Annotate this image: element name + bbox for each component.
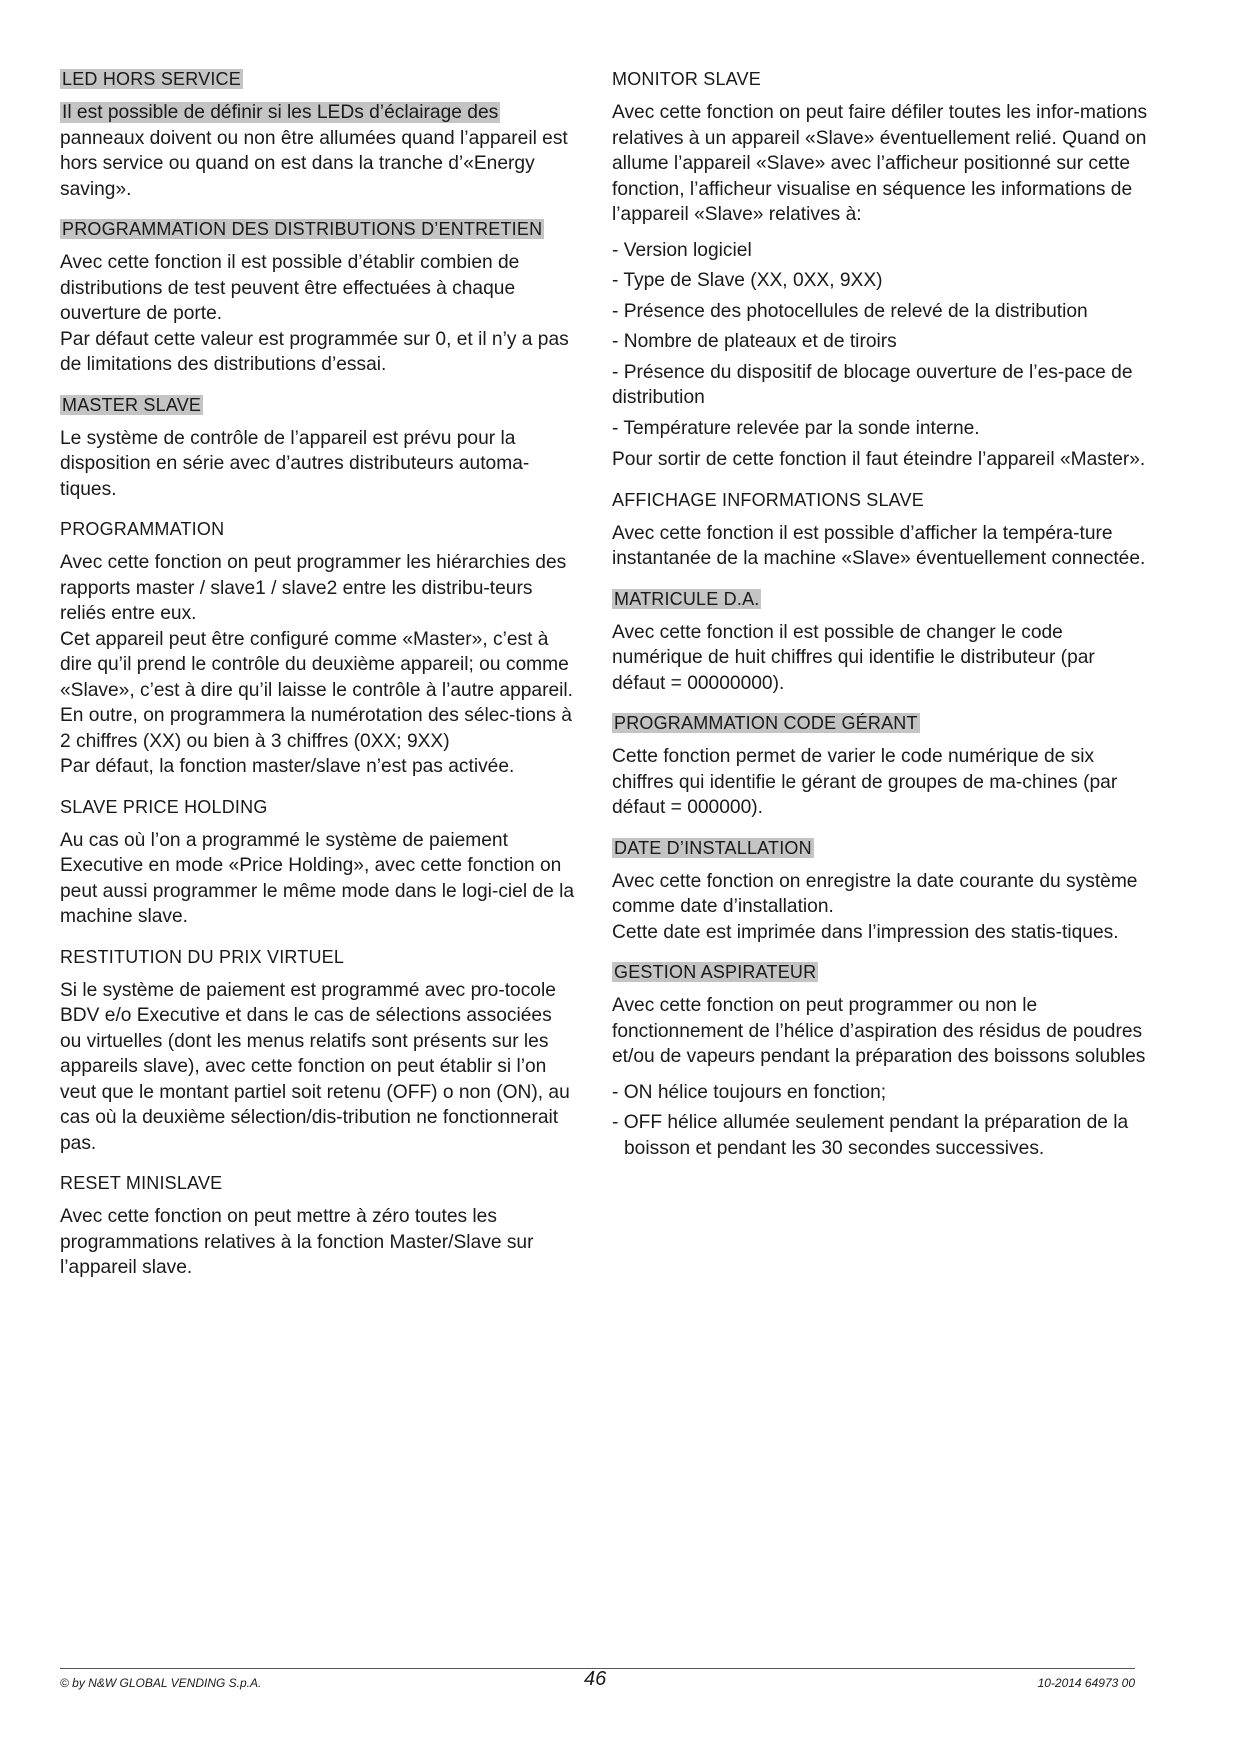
- section-gestion-aspirateur: [612, 959, 1152, 1161]
- paragraph: [60, 100, 578, 202]
- info-list: [612, 238, 1152, 442]
- heading-text: PROGRAMMATION CODE GÉRANT: [614, 713, 918, 733]
- footer-doc-code: 10-2014 64973 00: [1037, 1676, 1135, 1690]
- paragraph: Cette fonction permet de varier le code numérique de six chiffres qui identifie le gérant de groupes de ma-chines (par défaut = 000000).: [612, 746, 1118, 818]
- heading-text: GESTION ASPIRATEUR: [614, 962, 817, 982]
- paragraph: Par défaut, la fonction master/slave n’est pas activée.: [60, 756, 515, 777]
- section-heading: [612, 835, 1152, 861]
- paragraph: Pour sortir de cette fonction il faut éteindre l’appareil «Master».: [612, 449, 1146, 470]
- heading-text: LED HORS SERVICE: [62, 69, 241, 89]
- paragraph: Avec cette fonction on peut mettre à zéro toutes les programmations relatives à la fonction Master/Slave sur l’appareil slave.: [60, 1206, 534, 1278]
- paragraph: Le système de contrôle de l’appareil est prévu pour la disposition en série avec d’autres distributeurs automa-tiques.: [60, 427, 530, 500]
- paragraph: Avec cette fonction on enregistre la date courante du système comme date d’installation.: [612, 870, 1138, 917]
- section-heading: PROGRAMMATION: [60, 519, 225, 539]
- paragraph: Au cas où l’on a programmé le système de paiement Executive en mode «Price Holding», avec cette fonction on peut aussi programmer le même mode dans le logi-ciel de la machine slave.: [60, 829, 575, 927]
- section-heading: RESET MINISLAVE: [60, 1173, 223, 1193]
- section-affichage-informations: [612, 487, 1152, 572]
- heading-text: MASTER SLAVE: [62, 394, 202, 415]
- page-number: 46: [584, 1668, 607, 1690]
- paragraph: Cet appareil peut être configuré comme «Master», c’est à dire qu’il prend le contrôle du deuxième appareil; ou comme «Slave», c’est à dire qu’il laisse le contrôle à l’autre appareil.: [60, 628, 574, 701]
- heading-text: PROGRAMMATION DES DISTRIBUTIONS D’ENTRETIEN: [62, 219, 543, 239]
- list-item: - Présence du dispositif de blocage ouverture de l’es-pace de distribution: [612, 361, 1133, 408]
- section-reset-minislave: [60, 1170, 578, 1281]
- section-programmation: [60, 516, 578, 780]
- footer-copyright: © by N&W GLOBAL VENDING S.p.A.: [60, 1676, 262, 1690]
- section-heading: MONITOR SLAVE: [612, 69, 761, 89]
- list-item: - Type de Slave (XX, 0XX, 9XX): [612, 270, 883, 291]
- section-heading: [612, 586, 1152, 612]
- section-heading: RESTITUTION DU PRIX VIRTUEL: [60, 946, 345, 967]
- section-monitor-slave: [612, 66, 1152, 473]
- section-programmation-distributions: [60, 216, 578, 378]
- left-column: [60, 66, 578, 1295]
- paragraph: Avec cette fonction on peut faire défiler toutes les infor-mations relatives à un appareil «Slave» éventuellement relié. Quand on allume l’appareil «Slave» avec l’afficheur positionné sur cette fonction, l’afficheur visualise en séquence les informations de l’appareil «Slave» relatives à:: [612, 102, 1148, 225]
- list-item: - Nombre de plateaux et de tiroirs: [612, 331, 897, 352]
- list-item: - Version logiciel: [612, 239, 752, 261]
- section-date-installation: [612, 835, 1152, 946]
- paragraph: Avec cette fonction on peut programmer ou non le fonctionnement de l’hélice d’aspiration des résidus de poudres et/ou de vapeurs pendant la préparation des boissons solubles: [612, 995, 1146, 1067]
- paragraph: En outre, on programmera la numérotation des sélec-tions à 2 chiffres (XX) ou bien à 3 chiffres (0XX; 9XX): [60, 705, 572, 752]
- section-restitution-prix: [60, 944, 578, 1157]
- list-item: - OFF hélice allumée seulement pendant la préparation de la boisson et pendant les 30 secondes successives.: [612, 1112, 1129, 1159]
- section-matricule: [612, 586, 1152, 697]
- highlighted-text: Il est possible de définir si les LEDs d’éclairage des: [62, 102, 499, 123]
- section-heading: [60, 216, 578, 242]
- section-master-slave: [60, 392, 578, 503]
- paragraph: Cette date est imprimée dans l’impression des statis-tiques.: [612, 921, 1119, 943]
- list-item: - Présence des photocellules de relevé de la distribution: [612, 300, 1088, 322]
- section-code-gerant: [612, 710, 1152, 821]
- section-heading: [612, 710, 1152, 736]
- section-heading: [612, 959, 1152, 985]
- list-item: - ON hélice toujours en fonction;: [612, 1081, 887, 1103]
- heading-text: MATRICULE D.A.: [614, 588, 760, 609]
- section-slave-price-holding: [60, 794, 578, 930]
- paragraph: Par défaut cette valeur est programmée sur 0, et il n’y a pas de limitations des distributions d’essai.: [60, 328, 569, 375]
- section-heading: [60, 66, 578, 92]
- paragraph: Avec cette fonction on peut programmer les hiérarchies des rapports master / slave1 / slave2 entre les distribu-teurs reliés entre eux.: [60, 552, 567, 624]
- section-heading: SLAVE PRICE HOLDING: [60, 796, 268, 817]
- paragraph-text: panneaux doivent ou non être allumées quand l’appareil est hors service ou quand on est dans la tranche d’«Energy saving».: [60, 127, 568, 200]
- section-led-hors-service: [60, 66, 578, 202]
- option-list: [612, 1080, 1152, 1162]
- paragraph: Avec cette fonction il est possible d’afficher la tempéra-ture instantanée de la machine «Slave» éventuellement connectée.: [612, 522, 1146, 569]
- heading-text: DATE D’INSTALLATION: [614, 837, 812, 858]
- paragraph: Avec cette fonction il est possible d’établir combien de distributions de test peuvent être effectuées à chaque ouverture de porte.: [60, 252, 520, 324]
- list-item: - Température relevée par la sonde interne.: [612, 417, 980, 439]
- section-heading: [60, 392, 578, 418]
- paragraph: Avec cette fonction il est possible de changer le code numérique de huit chiffres qui identifie le distributeur (par défaut = 00000000).: [612, 621, 1095, 694]
- paragraph: Si le système de paiement est programmé avec pro-tocole BDV e/o Executive et dans le cas de sélections associées ou virtuelles (dont les menus relatifs sont présents sur les appareils slave), avec cette fonction on peut établir si l’on veut que le montant partiel soit retenu (OFF) o non (ON), au cas où la deuxième sélection/dis-tribution ne fonctionnerait pas.: [60, 979, 570, 1154]
- section-heading: AFFICHAGE INFORMATIONS SLAVE: [612, 489, 924, 510]
- right-column: [612, 66, 1152, 1175]
